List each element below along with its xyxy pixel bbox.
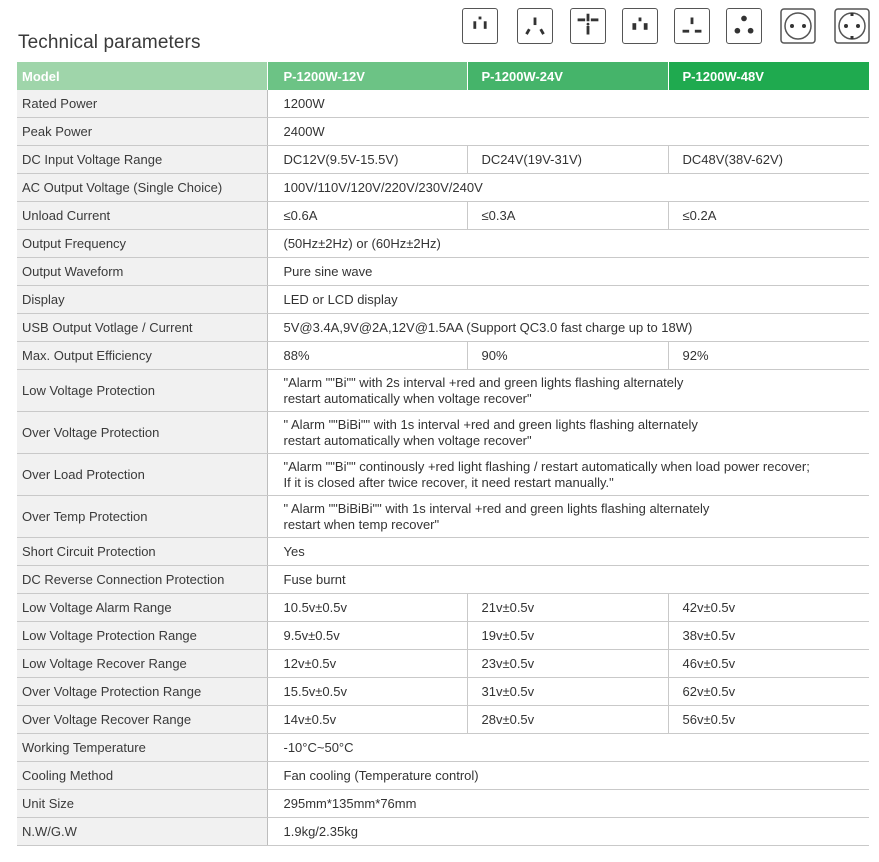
row-value: 5V@3.4A,9V@2A,12V@1.5AA (Support QC3.0 fast charge up to 18W) [267, 314, 869, 342]
row-value-24v: 21v±0.5v [467, 594, 668, 622]
header-model: Model [17, 62, 267, 90]
table-row [17, 314, 869, 342]
row-label: Low Voltage Protection [17, 370, 267, 412]
row-value-line: "Alarm ""Bi"" with 2s interval +red and green lights flashing alternately [283, 374, 684, 390]
row-value: 295mm*135mm*76mm [267, 790, 869, 818]
table-row [17, 454, 869, 496]
row-value-12v: 12v±0.5v [267, 650, 467, 678]
row-value: 1200W [267, 90, 869, 118]
row-value-48v: 62v±0.5v [668, 678, 869, 706]
row-value-48v: 56v±0.5v [668, 706, 869, 734]
row-value-line: " Alarm ""BiBi"" with 1s interval +red and green lights flashing alternately [283, 416, 698, 432]
row-value-24v: ≤0.3A [467, 202, 668, 230]
table-row [17, 230, 869, 258]
header-model-48v: P-1200W-48V [668, 62, 869, 90]
row-label: Over Load Protection [17, 454, 267, 496]
row-label: AC Output Voltage (Single Choice) [17, 174, 267, 202]
row-label: DC Input Voltage Range [17, 146, 267, 174]
row-label: USB Output Votlage / Current [17, 314, 267, 342]
row-label: Output Waveform [17, 258, 267, 286]
row-value-24v: 28v±0.5v [467, 706, 668, 734]
row-value: (50Hz±2Hz) or (60Hz±2Hz) [267, 230, 869, 258]
row-value-12v: 14v±0.5v [267, 706, 467, 734]
row-value-12v: 10.5v±0.5v [267, 594, 467, 622]
row-value [267, 370, 869, 412]
row-value-48v: ≤0.2A [668, 202, 869, 230]
socket-type-7-icon [780, 8, 816, 44]
table-row [17, 412, 869, 454]
row-value: Yes [267, 538, 869, 566]
row-label: Over Voltage Protection Range [17, 678, 267, 706]
row-label: Low Voltage Recover Range [17, 650, 267, 678]
table-row [17, 342, 869, 370]
header-model-24v: P-1200W-24V [467, 62, 668, 90]
socket-icons-row [462, 8, 874, 52]
table-row [17, 762, 869, 790]
row-value-line: " Alarm ""BiBiBi"" with 1s interval +red and green lights flashing alternately [283, 500, 710, 516]
table-row [17, 146, 869, 174]
table-row [17, 622, 869, 650]
table-row [17, 790, 869, 818]
row-value-24v: 19v±0.5v [467, 622, 668, 650]
row-value-12v: ≤0.6A [267, 202, 467, 230]
row-label: Working Temperature [17, 734, 267, 762]
row-value-line: restart when temp recover" [283, 516, 440, 532]
row-label: Over Voltage Recover Range [17, 706, 267, 734]
row-value-12v: 15.5v±0.5v [267, 678, 467, 706]
table-row [17, 538, 869, 566]
table-header-row [17, 62, 869, 90]
row-label: Over Temp Protection [17, 496, 267, 538]
row-value-12v: 9.5v±0.5v [267, 622, 467, 650]
table-row [17, 818, 869, 846]
row-label: N.W/G.W [17, 818, 267, 846]
row-label: DC Reverse Connection Protection [17, 566, 267, 594]
row-label: Unload Current [17, 202, 267, 230]
table-row [17, 650, 869, 678]
row-label: Short Circuit Protection [17, 538, 267, 566]
row-label: Unit Size [17, 790, 267, 818]
row-label: Max. Output Efficiency [17, 342, 267, 370]
row-value [267, 454, 869, 496]
table-row [17, 286, 869, 314]
socket-type-4-icon [622, 8, 658, 44]
row-label: Peak Power [17, 118, 267, 146]
row-label: Rated Power [17, 90, 267, 118]
socket-type-6-icon [726, 8, 762, 44]
row-value: 2400W [267, 118, 869, 146]
table-row [17, 678, 869, 706]
table-row [17, 174, 869, 202]
row-value-48v: DC48V(38V-62V) [668, 146, 869, 174]
row-value: Fan cooling (Temperature control) [267, 762, 869, 790]
row-value-line: restart automatically when voltage recover" [283, 390, 532, 406]
row-value-24v: 23v±0.5v [467, 650, 668, 678]
table-row [17, 566, 869, 594]
table-row [17, 496, 869, 538]
table-row [17, 706, 869, 734]
row-label: Cooling Method [17, 762, 267, 790]
row-value: Fuse burnt [267, 566, 869, 594]
socket-type-3-icon [570, 8, 606, 44]
row-value-12v: DC12V(9.5V-15.5V) [267, 146, 467, 174]
row-value-24v: 90% [467, 342, 668, 370]
row-label: Over Voltage Protection [17, 412, 267, 454]
row-value [267, 496, 869, 538]
socket-type-1-icon [462, 8, 498, 44]
row-value-48v: 42v±0.5v [668, 594, 869, 622]
row-value [267, 412, 869, 454]
technical-parameters-table [17, 62, 869, 846]
row-label: Display [17, 286, 267, 314]
socket-type-5-icon [674, 8, 710, 44]
row-value-24v: DC24V(19V-31V) [467, 146, 668, 174]
table-row [17, 258, 869, 286]
table-row [17, 202, 869, 230]
row-value-48v: 38v±0.5v [668, 622, 869, 650]
row-label: Low Voltage Alarm Range [17, 594, 267, 622]
table-row [17, 734, 869, 762]
row-value: 1.9kg/2.35kg [267, 818, 869, 846]
row-value: LED or LCD display [267, 286, 869, 314]
table-row [17, 118, 869, 146]
row-value-48v: 46v±0.5v [668, 650, 869, 678]
row-value-12v: 88% [267, 342, 467, 370]
row-value-line: If it is closed after twice recover, it need restart manually." [283, 474, 614, 490]
row-value-48v: 92% [668, 342, 869, 370]
table-row [17, 594, 869, 622]
page-title: Technical parameters [18, 32, 201, 53]
row-value: Pure sine wave [267, 258, 869, 286]
table-row [17, 370, 869, 412]
table-row [17, 90, 869, 118]
row-value: -10°C~50°C [267, 734, 869, 762]
row-label: Output Frequency [17, 230, 267, 258]
row-value-24v: 31v±0.5v [467, 678, 668, 706]
header-model-12v: P-1200W-12V [267, 62, 467, 90]
row-label: Low Voltage Protection Range [17, 622, 267, 650]
row-value-line: restart automatically when voltage recover" [283, 432, 532, 448]
row-value: 100V/110V/120V/220V/230V/240V [267, 174, 869, 202]
socket-type-2-icon [517, 8, 553, 44]
socket-type-8-icon [834, 8, 870, 44]
row-value-line: "Alarm ""Bi"" continously +red light flashing / restart automatically when load power recover; [283, 458, 810, 474]
